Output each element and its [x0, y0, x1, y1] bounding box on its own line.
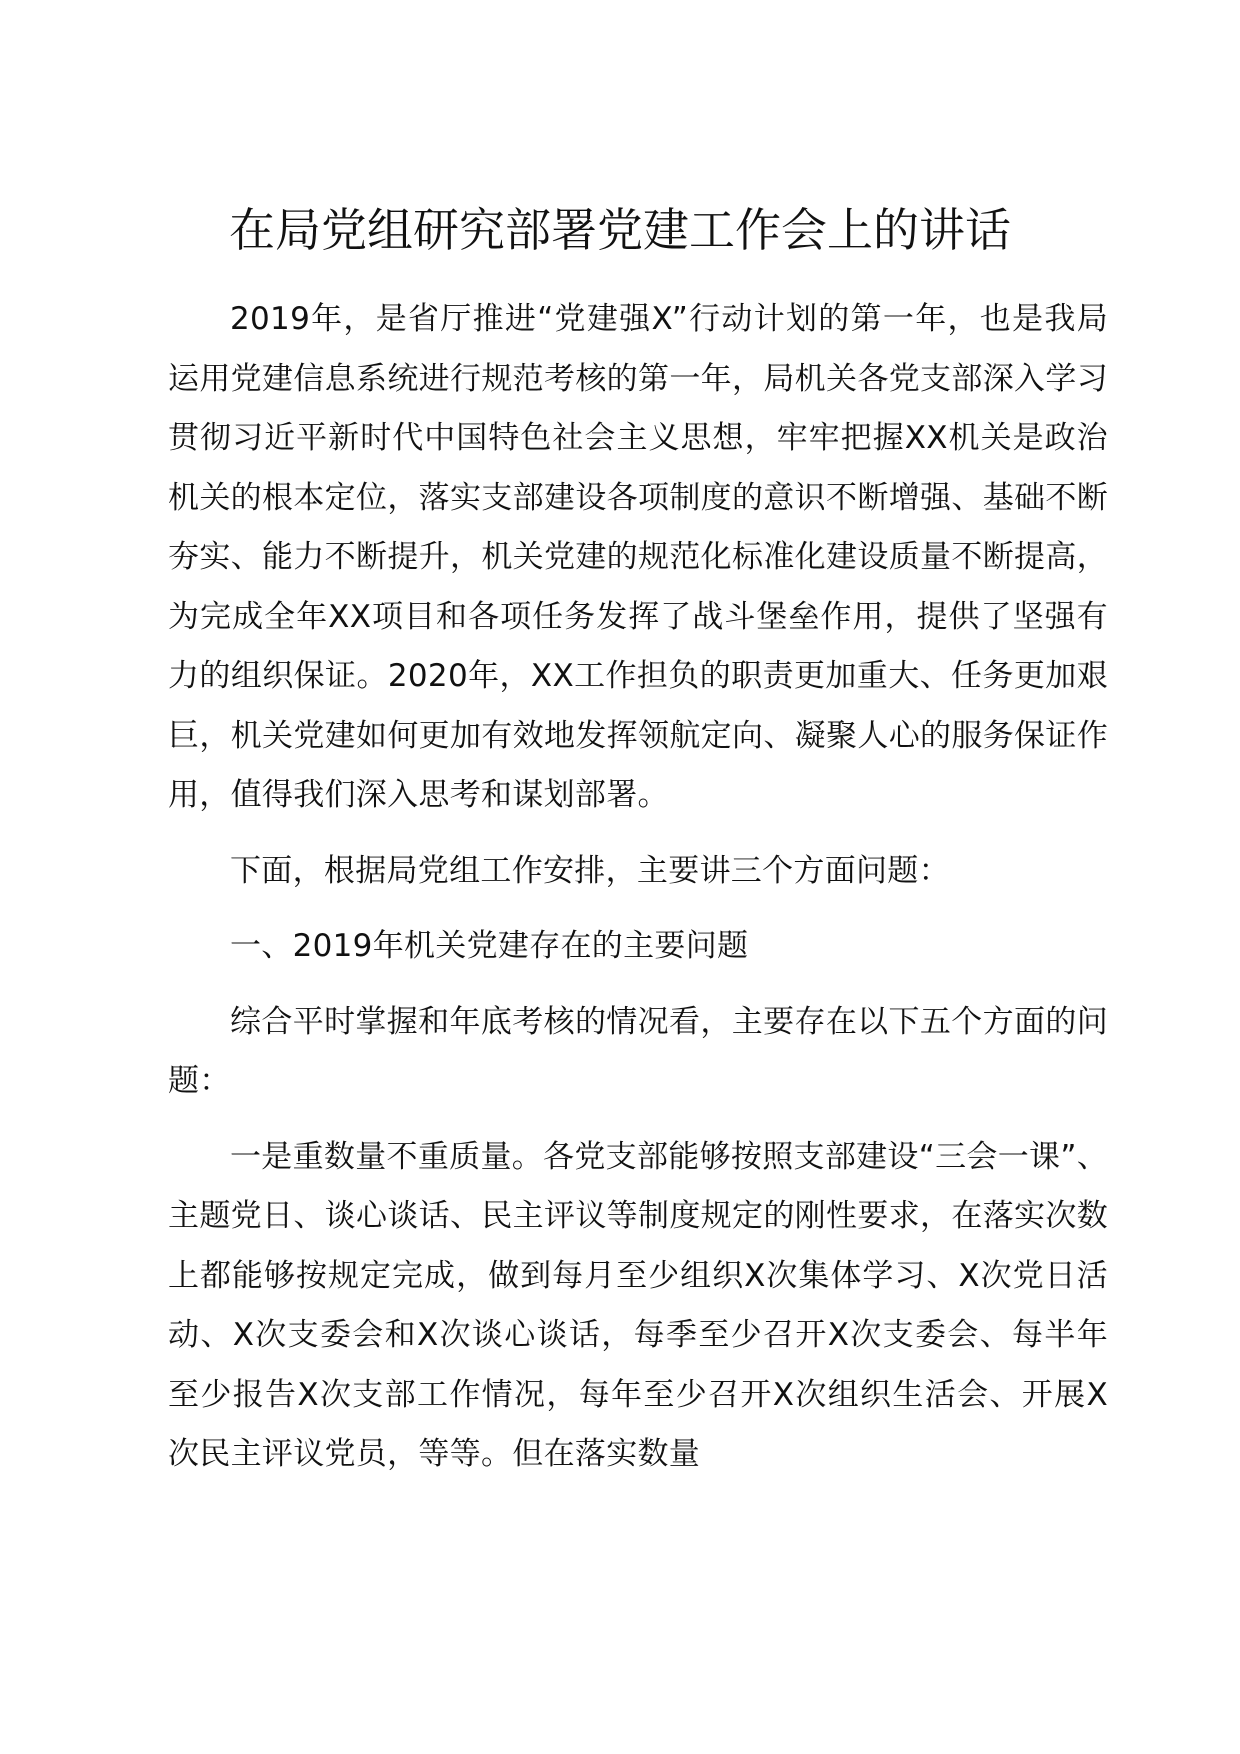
document-body [168, 290, 1108, 1485]
paragraph-intro: 2019年，是省厅推进“党建强X”行动计划的第一年，也是我局运用党建信息系统进行规范考核的第一年，局机关各党支部深入学习贯彻习近平新时代中国特色社会主义思想，牢牢把握XX机关是政治机关的根本定位，落实支部建设各项制度的意识不断增强、基础不断夯实、能力不断提升，机关党建的规范化标准化建设质量不断提高，为完成全年XX项目和各项任务发挥了战斗堡垒作用，提供了坚强有力的组织保证。2020年，XX工作担负的职责更加重大、任务更加艰巨，机关党建如何更加有效地发挥领航定向、凝聚人心的服务保证作用，值得我们深入思考和谋划部署。 [168, 301, 1108, 813]
section-heading: 一、2019年机关党建存在的主要问题 [230, 928, 749, 964]
paragraph-problem-1: 一是重数量不重质量。各党支部能够按照支部建设“三会一课”、主题党日、谈心谈话、民主评议等制度规定的刚性要求，在落实次数上都能够按规定完成，做到每月至少组织X次集体学习、X次党日活动、X次支委会和X次谈心谈话，每季至少召开X次支委会、每半年至少报告X次支部工作情况，每年至少召开X次组织生活会、开展X次民主评议党员，等等。但在落实数量 [168, 1138, 1108, 1472]
document-title: 在局党组研究部署党建工作会上的讲话 [229, 203, 1011, 257]
paragraph-outline: 下面，根据局党组工作安排，主要讲三个方面问题： [230, 852, 950, 889]
paragraph-summary: 综合平时掌握和年底考核的情况看，主要存在以下五个方面的问题： [168, 1003, 1108, 1099]
